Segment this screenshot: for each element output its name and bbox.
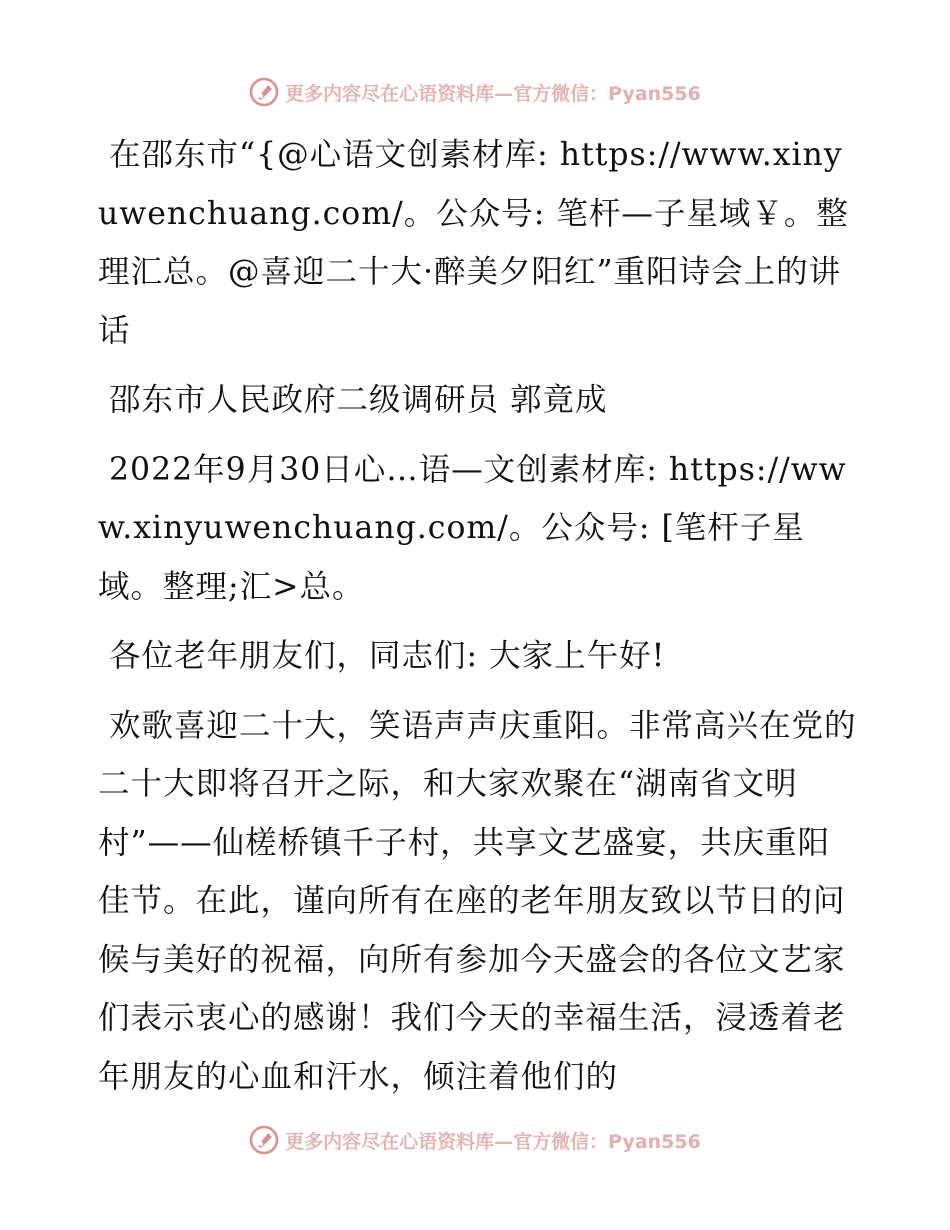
speaker-line: 邵东市人民政府二级调研员 郭竟成: [109, 382, 608, 418]
watermark-text: 更多内容尽在心语资料库—官方微信：Pyan556: [285, 82, 701, 105]
speech-title: 在邵东市“{@心语文创素材库: https://www.xinyuwenchuang.com/。公众号: 笔杆—子星域￥。整理汇总。@喜迎二十大·醉美夕阳红”重阳诗会上的讲话: [98, 137, 849, 349]
document-body: [98, 126, 858, 1117]
greeting: 各位老年朋友们，同志们: 大家上午好!: [109, 638, 666, 674]
body-paragraph: 欢歌喜迎二十大，笑语声声庆重阳。非常高兴在党的二十大即将召开之际，和大家欢聚在“湖南省文明村”——仙槎桥镇千子村，共享文艺盛宴，共庆重阳佳节。在此，谨向所有在座的老年朋友致以节日的问候与美好的祝福，向所有参加今天盛会的各位文艺家们表示衷心的感谢！我们今天的幸福生活，浸透着老年朋友的心血和汗水，倾注着他们的: [98, 707, 857, 1095]
footer-watermark: [0, 1120, 950, 1160]
watermark-text: 更多内容尽在心语资料库—官方微信：Pyan556: [285, 1130, 701, 1153]
pen-nib-logo-icon: [249, 1125, 279, 1155]
date-line: 2022年9月30日心…语—文创素材库: https://www.xinyuwenchuang.com/。公众号: [笔杆子星域。整理;汇>总。: [98, 451, 847, 605]
pen-nib-logo-icon: [249, 77, 279, 107]
header-watermark: [0, 72, 950, 112]
